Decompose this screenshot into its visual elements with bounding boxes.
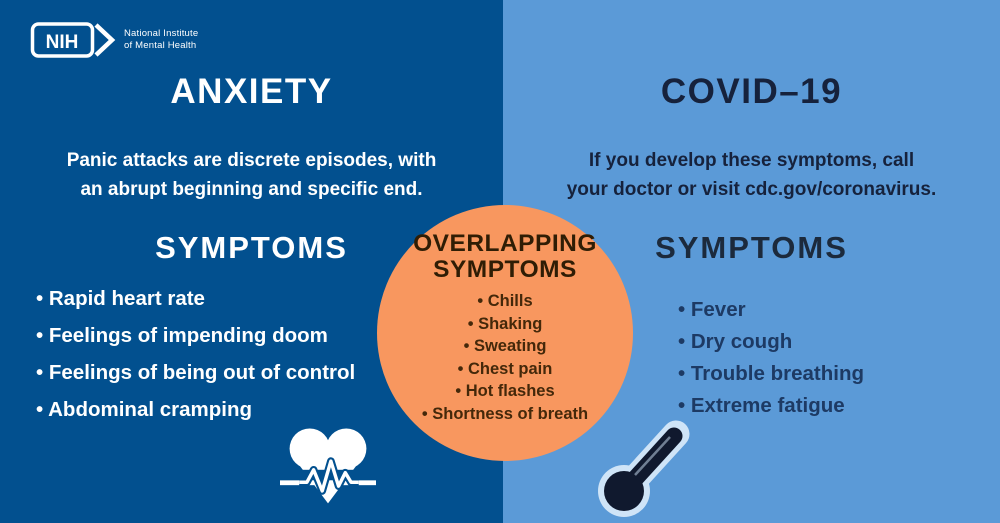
- covid-symptom-item: • Dry cough: [678, 330, 864, 354]
- overlap-heading: [377, 205, 633, 283]
- anxiety-symptoms-heading: SYMPTOMS: [155, 230, 348, 265]
- nih-org-line2: of Mental Health: [124, 40, 197, 51]
- overlap-heading-line2: SYMPTOMS: [433, 256, 577, 284]
- overlap-symptom-item: • Shaking: [377, 313, 633, 336]
- covid-symptom-item: • Trouble breathing: [678, 362, 864, 386]
- covid-intro-line1: If you develop these symptoms, call: [588, 150, 915, 171]
- overlap-symptom-item: • Chest pain: [377, 358, 633, 381]
- covid-intro: [503, 147, 1000, 204]
- covid-intro-line2: your doctor or visit cdc.gov/coronavirus.: [566, 178, 937, 200]
- nih-logo-text: NIH: [45, 32, 79, 53]
- covid-symptom-item: • Extreme fatigue: [678, 394, 864, 418]
- anxiety-symptom-list: [36, 287, 355, 435]
- overlap-symptom-item: • Hot flashes: [377, 380, 633, 403]
- anxiety-title: ANXIETY: [170, 72, 333, 111]
- anxiety-intro: [0, 147, 503, 204]
- anxiety-symptom-item: • Feelings of impending doom: [36, 324, 355, 348]
- anxiety-symptom-item: • Abdominal cramping: [36, 398, 355, 422]
- anxiety-symptom-item: • Feelings of being out of control: [36, 361, 355, 385]
- nih-logo: [30, 20, 198, 60]
- nih-org-name: [124, 28, 198, 53]
- covid-symptom-item: • Fever: [678, 298, 864, 322]
- nih-logo-icon: [30, 20, 116, 60]
- heartbeat-heart-icon: [280, 422, 376, 513]
- anxiety-intro-line1: Panic attacks are discrete episodes, with: [66, 150, 437, 171]
- overlap-symptom-item: • Chills: [377, 290, 633, 313]
- overlap-symptom-list: [377, 290, 633, 425]
- overlap-heading-line1: OVERLAPPING: [413, 230, 597, 257]
- overlap-symptom-item: • Shortness of breath: [377, 403, 633, 426]
- nih-org-line1: National Institute: [124, 27, 199, 39]
- covid-symptoms-heading: SYMPTOMS: [655, 230, 848, 265]
- thermometer-icon: [586, 414, 704, 523]
- covid-title: COVID–19: [660, 72, 843, 111]
- overlap-symptom-item: • Sweating: [377, 335, 633, 358]
- anxiety-intro-line2: an abrupt beginning and specific end.: [80, 178, 423, 200]
- covid-symptom-list: [678, 298, 864, 426]
- anxiety-symptom-item: • Rapid heart rate: [36, 287, 355, 311]
